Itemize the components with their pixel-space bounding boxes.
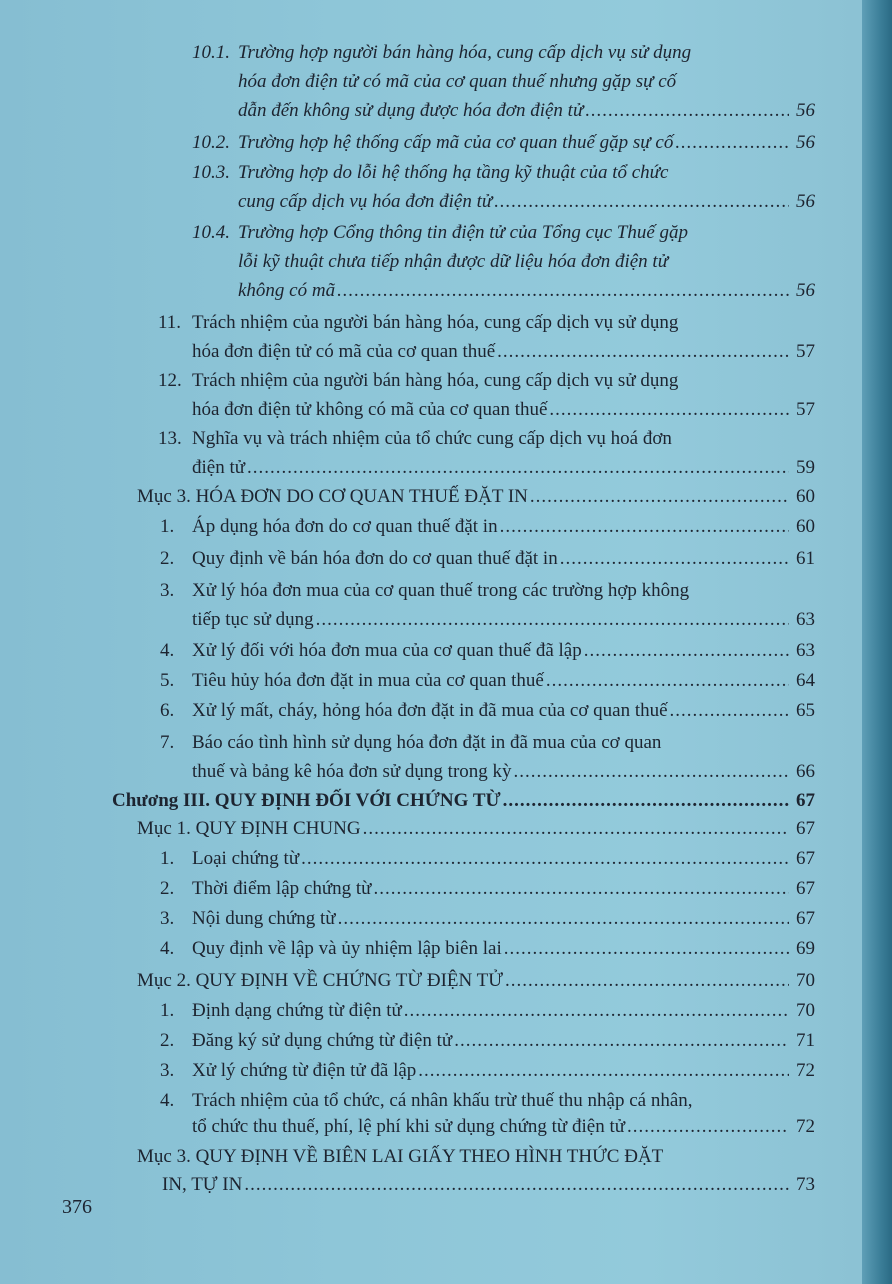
toc-entry-number: 4. [160, 1090, 175, 1111]
toc-page-ref: 67 [796, 818, 815, 839]
toc-leader-dots [627, 1112, 789, 1141]
toc-entry-number: 1. [160, 848, 175, 869]
toc-page-ref: 72 [796, 1116, 815, 1137]
toc-leader-dots [503, 786, 789, 815]
toc-entry-text: Trường hợp người bán hàng hóa, cung cấp dịch vụ sử dụng [238, 42, 692, 63]
toc-leader-dots [584, 636, 789, 665]
toc-entry-line [238, 158, 815, 187]
toc-entry-line [192, 757, 815, 786]
toc-entry-text: Quy định về lập và ủy nhiệm lập biên lai [192, 938, 502, 959]
toc-leader-dots [670, 696, 789, 725]
toc-entry-line [238, 187, 815, 216]
toc-entry-number: 10.1. [192, 42, 230, 63]
toc-entry-text: hóa đơn điện tử có mã của cơ quan thuế nhưng gặp sự cố [238, 71, 677, 92]
toc-leader-dots [404, 996, 789, 1025]
toc-entry-number: 10.2. [192, 132, 230, 153]
toc-page-ref: 73 [796, 1174, 815, 1195]
toc-entry-text: Trách nhiệm của người bán hàng hóa, cung cấp dịch vụ sử dụng [192, 370, 679, 391]
toc-entry-text: IN, TỰ IN [162, 1174, 243, 1195]
toc-entry-line [192, 666, 815, 695]
toc-entry-number: 11. [158, 312, 182, 333]
toc-leader-dots [675, 128, 789, 157]
toc-entry-text: tiếp tục sử dụng [192, 609, 314, 630]
toc-entry-text: Thời điểm lập chứng từ [192, 878, 372, 899]
toc-entry-text: Định dạng chứng từ điện tử [192, 1000, 402, 1021]
toc-entry-text: dẫn đến không sử dụng được hóa đơn điện tử [238, 100, 584, 121]
toc-entry-number: 2. [160, 548, 175, 569]
toc-entry-line [192, 544, 815, 573]
toc-entry-number: 3. [160, 908, 175, 929]
toc-entry-line [192, 934, 815, 963]
toc-leader-dots [505, 966, 789, 995]
toc-entry-text: cung cấp dịch vụ hóa đơn điện tử [238, 191, 493, 212]
toc-page-ref: 63 [796, 640, 815, 661]
toc-page-ref: 56 [796, 132, 815, 153]
toc-page-ref: 63 [796, 609, 815, 630]
toc-entry-line [192, 844, 815, 873]
toc-entry-number: 6. [160, 700, 175, 721]
toc-entry-number: 3. [160, 1060, 175, 1081]
toc-entry-text: không có mã [238, 280, 336, 301]
toc-page-ref: 70 [796, 970, 815, 991]
toc-entry-line [192, 728, 815, 757]
toc-page-ref: 71 [796, 1030, 815, 1051]
toc-leader-dots [338, 904, 789, 933]
toc-entry-line [192, 576, 815, 605]
toc-entry-line [238, 96, 815, 125]
toc-leader-dots [514, 757, 789, 786]
toc-entry-line [192, 395, 815, 424]
toc-entry-line [238, 276, 815, 305]
toc-page-ref: 64 [796, 670, 815, 691]
toc-entry-line [137, 482, 815, 511]
toc-entry-number: 4. [160, 640, 175, 661]
toc-entry-line [238, 247, 815, 276]
toc-leader-dots [337, 276, 789, 305]
toc-entry-line [192, 636, 815, 665]
toc-entry-number: 10.4. [192, 222, 230, 243]
toc-entry-text: Trường hợp do lỗi hệ thống hạ tầng kỹ thuật của tổ chức [238, 162, 669, 183]
toc-entry-line [192, 1056, 815, 1085]
toc-entry-number: 2. [160, 1030, 175, 1051]
toc-entry-text: Mục 1. QUY ĐỊNH CHUNG [137, 818, 361, 839]
toc-leader-dots [301, 844, 789, 873]
toc-entry-number: 3. [160, 580, 175, 601]
toc-leader-dots [244, 1170, 789, 1199]
toc-entry-text: Mục 2. QUY ĐỊNH VỀ CHỨNG TỪ ĐIỆN TỬ [137, 970, 503, 991]
toc-entry-text: Chương III. QUY ĐỊNH ĐỐI VỚI CHỨNG TỪ [112, 790, 501, 811]
toc-entry-number: 2. [160, 878, 175, 899]
toc-entry-line [192, 308, 815, 337]
toc-entry-text: thuế và bảng kê hóa đơn sử dụng trong kỳ [192, 761, 512, 782]
toc-entry-text: Báo cáo tình hình sử dụng hóa đơn đặt in đã mua của cơ quan [192, 732, 662, 753]
toc-entry-number: 13. [158, 428, 182, 449]
toc-entry-number: 5. [160, 670, 175, 691]
toc-page-ref: 56 [796, 100, 815, 121]
toc-entry-line [238, 218, 815, 247]
toc-leader-dots [494, 187, 789, 216]
toc-entry-number: 4. [160, 938, 175, 959]
toc-entry-line [192, 874, 815, 903]
toc-page-ref: 67 [796, 848, 815, 869]
toc-entry-line [192, 424, 815, 453]
toc-entry-number: 12. [158, 370, 182, 391]
toc-leader-dots [497, 337, 789, 366]
toc-leader-dots [418, 1056, 789, 1085]
toc-page-ref: 72 [796, 1060, 815, 1081]
toc-entry-text: hóa đơn điện tử có mã của cơ quan thuế [192, 341, 496, 362]
toc-leader-dots [500, 512, 789, 541]
toc-entry-text: Tiêu hủy hóa đơn đặt in mua của cơ quan thuế [192, 670, 544, 691]
toc-entry-text: Xử lý hóa đơn mua của cơ quan thuế trong các trường hợp không [192, 580, 690, 601]
toc-entry-line [192, 1026, 815, 1055]
toc-entry-line [192, 605, 815, 634]
toc-entry-text: Trường hợp Cổng thông tin điện tử của Tổng cục Thuế gặp [238, 222, 689, 243]
toc-entry-text: hóa đơn điện tử không có mã của cơ quan thuế [192, 399, 548, 420]
toc-leader-dots [530, 482, 789, 511]
toc-entry-text: điện tử [192, 457, 246, 478]
toc-page-ref: 70 [796, 1000, 815, 1021]
toc-entry-text: Loại chứng từ [192, 848, 300, 869]
toc-leader-dots [560, 544, 789, 573]
toc-entry-text: Xử lý đối với hóa đơn mua của cơ quan thuế đã lập [192, 640, 582, 661]
toc-page-ref: 59 [796, 457, 815, 478]
toc-page-ref: 66 [796, 761, 815, 782]
toc-entry-line [238, 38, 815, 67]
toc-entry-text: tổ chức thu thuế, phí, lệ phí khi sử dụng chứng từ điện tử [192, 1116, 626, 1137]
toc-leader-dots [549, 395, 789, 424]
toc-entry-text: lỗi kỹ thuật chưa tiếp nhận được dữ liệu hóa đơn điện tử [238, 251, 669, 272]
toc-page-ref: 57 [796, 341, 815, 362]
toc-page-ref: 56 [796, 191, 815, 212]
toc-leader-dots [454, 1026, 789, 1055]
toc-page-ref: 60 [796, 516, 815, 537]
toc-entry-number: 7. [160, 732, 175, 753]
toc-entry-text: Mục 3. QUY ĐỊNH VỀ BIÊN LAI GIẤY THEO HÌNH THỨC ĐẶT [137, 1146, 664, 1167]
toc-entry-line [137, 814, 815, 843]
toc-page-ref: 56 [796, 280, 815, 301]
toc-entry-text: Xử lý mất, cháy, hỏng hóa đơn đặt in đã mua của cơ quan thuế [192, 700, 668, 721]
toc-page-ref: 67 [796, 878, 815, 899]
toc-entry-text: Quy định về bán hóa đơn do cơ quan thuế đặt in [192, 548, 558, 569]
toc-entry-line [192, 512, 815, 541]
toc-page-ref: 67 [796, 790, 815, 811]
toc-leader-dots [546, 666, 789, 695]
toc-entry-line [192, 366, 815, 395]
toc-entry-number: 1. [160, 516, 175, 537]
toc-entry-line [192, 337, 815, 366]
toc-entry-line [238, 67, 815, 96]
toc-leader-dots [585, 96, 789, 125]
toc-leader-dots [373, 874, 789, 903]
book-binding [862, 0, 892, 1284]
toc-leader-dots [504, 934, 789, 963]
toc-entry-line [238, 128, 815, 157]
toc-entry-line [192, 996, 815, 1025]
toc-entry-line [162, 1170, 815, 1199]
toc-page-ref: 61 [796, 548, 815, 569]
toc-leader-dots [363, 814, 789, 843]
toc-page-ref: 69 [796, 938, 815, 959]
toc-entry-line [192, 1112, 815, 1141]
toc-page-ref: 67 [796, 908, 815, 929]
toc-entry-text: Nghĩa vụ và trách nhiệm của tổ chức cung cấp dịch vụ hoá đơn [192, 428, 672, 449]
toc-page-ref: 60 [796, 486, 815, 507]
toc-entry-text: Xử lý chứng từ điện tử đã lập [192, 1060, 417, 1081]
toc-entry-text: Trách nhiệm của người bán hàng hóa, cung cấp dịch vụ sử dụng [192, 312, 679, 333]
toc-entry-number: 1. [160, 1000, 175, 1021]
toc-page-ref: 65 [796, 700, 815, 721]
toc-leader-dots [247, 453, 789, 482]
page-number: 376 [62, 1196, 92, 1218]
toc-entry-text: Mục 3. HÓA ĐƠN DO CƠ QUAN THUẾ ĐẶT IN [137, 486, 528, 507]
toc-entry-line [112, 786, 815, 815]
toc-entry-number: 10.3. [192, 162, 230, 183]
toc-entry-line [137, 966, 815, 995]
toc-entry-text: Trường hợp hệ thống cấp mã của cơ quan thuế gặp sự cố [238, 132, 674, 153]
toc-page-ref: 57 [796, 399, 815, 420]
toc-entry-line [192, 696, 815, 725]
toc-leader-dots [316, 605, 789, 634]
toc-entry-text: Áp dụng hóa đơn do cơ quan thuế đặt in [192, 516, 498, 537]
toc-entry-line [137, 1142, 815, 1171]
toc-entry-text: Đăng ký sử dụng chứng từ điện tử [192, 1030, 453, 1051]
toc-entry-line [192, 453, 815, 482]
toc-entry-line [192, 904, 815, 933]
toc-entry-text: Nội dung chứng từ [192, 908, 336, 929]
toc-entry-line [192, 1086, 815, 1115]
toc-entry-text: Trách nhiệm của tổ chức, cá nhân khấu trừ thuế thu nhập cá nhân, [192, 1090, 693, 1111]
